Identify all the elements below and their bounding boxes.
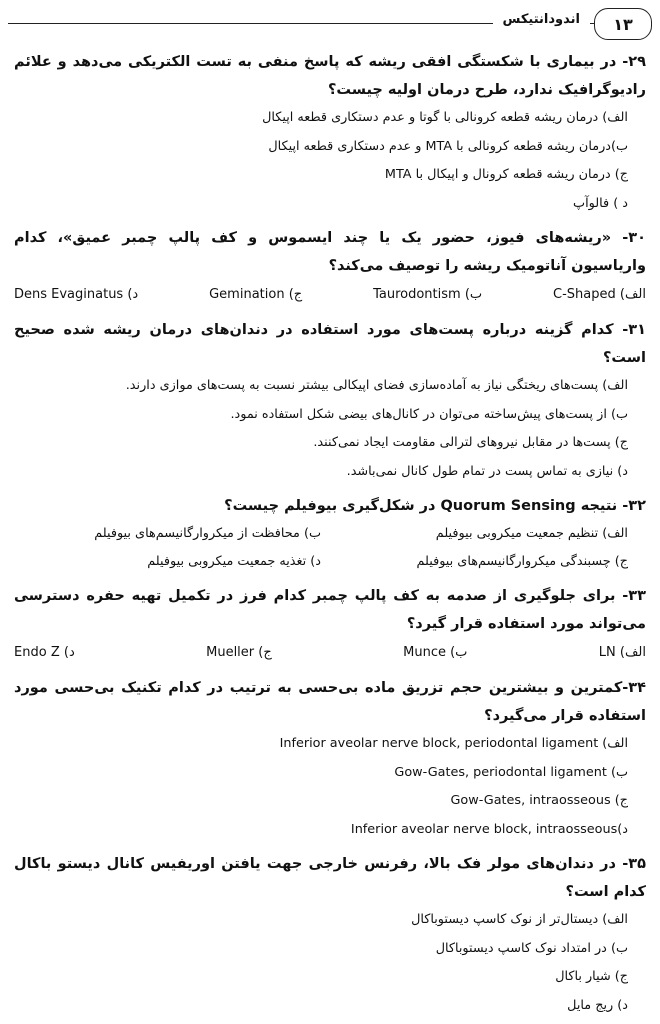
options-list: [14, 372, 646, 486]
question-text: ۲۹- در بیماری با شکستگی افقی ریشه که پاسخ منفی به تست الکتریکی می‌دهد و علائم رادیوگرافیک ندارد، طرح درمان اولیه چیست؟: [14, 54, 646, 98]
option-c: ج) پست‌ها در مقابل نیروهای لترالی مقاومت ایجاد نمی‌کنند.: [313, 435, 628, 450]
option-d: د) Endo Z: [14, 645, 75, 660]
option-a: الف) دیستال‌تر از نوک کاسپ دیستوباکال: [411, 912, 628, 927]
question-list: [14, 48, 646, 1020]
options-grid: [14, 520, 646, 576]
option-c: ج) Gow-Gates, intraosseous: [450, 793, 628, 808]
question-34: [14, 674, 646, 844]
question-35: [14, 850, 646, 1020]
option-b: ب) Munce: [403, 645, 468, 660]
option-d: د) تغذیه جمعیت میکروبی بیوفیلم: [147, 554, 321, 569]
option-b: ب) از پست‌های پیش‌ساخته می‌توان در کانال‌های بیضی شکل استفاده نمود.: [230, 406, 628, 422]
option-c: ج) Mueller: [206, 645, 272, 660]
option-c: ج) درمان ریشه قطعه کرونال و اپیکال با MTA: [384, 167, 628, 182]
option-d: د) نیازی به تماس پست در تمام طول کانال نمی‌باشد.: [346, 463, 628, 479]
option-c: ج) شیار باکال: [555, 969, 628, 984]
options-row: [14, 280, 646, 310]
question-33: [14, 582, 646, 668]
option-b: ب) Taurodontism: [373, 287, 483, 302]
option-a: الف) تنظیم جمعیت میکروبی بیوفیلم: [435, 526, 628, 541]
option-b: ب) Gow-Gates, periodontal ligament: [394, 764, 628, 780]
option-d: د ) فالوآپ: [573, 195, 628, 211]
question-31: [14, 316, 646, 486]
option-b: ب) در امتداد نوک کاسپ دیستوباکال: [435, 940, 628, 956]
option-d: د) Dens Evaginatus: [14, 287, 139, 302]
options-row: [14, 638, 646, 668]
option-a: الف) پست‌های ریختگی نیاز به آماده‌سازی فضای اپیکالی بیشتر نسبت به پست‌های موازی دارند.: [125, 378, 628, 393]
option-d: د)Inferior aveolar nerve block, intraosseous: [350, 821, 628, 837]
option-b: ب)درمان ریشه قطعه کرونالی با MTA و عدم دستکاری قطعه اپیکال: [268, 138, 628, 154]
option-a: الف) LN: [598, 645, 646, 660]
question-text: ۳۱- کدام گزینه درباره پست‌های مورد استفاده در دندان‌های درمان ریشه شده صحیح است؟: [14, 322, 646, 366]
page-number: ۱۳: [594, 8, 652, 40]
options-list: [14, 730, 646, 844]
question-text: ۳۵- در دندان‌های مولر فک بالا، رفرنس خارجی جهت یافتن اوریفیس کانال دیستو باکال کدام است؟: [14, 856, 646, 900]
option-c: ج) چسبندگی میکروارگانیسم‌های بیوفیلم: [416, 554, 628, 569]
question-text: ۳۰- «ریشه‌های فیوز، حضور یک یا چند ایسموس و کف پالپ چمبر عمیق»، کدام واریاسیون آناتومیک ریشه را توصیف می‌کند؟: [14, 230, 646, 274]
option-a: الف) Inferior aveolar nerve block, periodontal ligament: [279, 736, 628, 751]
question-text: ۳۳- برای جلوگیری از صدمه به کف پالپ چمبر کدام فرز در تکمیل تهیه حفره دسترسی می‌تواند مورد استفاده قرار گیرد؟: [14, 588, 646, 632]
options-list: [14, 104, 646, 218]
option-a: الف) C-Shaped: [553, 287, 646, 302]
option-d: د) ریج مایل: [567, 997, 628, 1013]
book-title: اندودانتیکس: [493, 12, 591, 27]
question-29: [14, 48, 646, 218]
question-text: ۳۴-کمترین و بیشترین حجم تزریق ماده بی‌حسی به ترتیب در کدام تکنیک بی‌حسی مورد استفاده قرار می‌گیرد؟: [14, 680, 646, 724]
question-32: [14, 492, 646, 576]
option-c: ج) Gemination: [209, 287, 303, 302]
page-header: [8, 8, 652, 40]
options-list: [14, 906, 646, 1020]
question-text: ۳۲- نتیجه Quorum Sensing در شکل‌گیری بیوفیلم چیست؟: [224, 498, 646, 514]
question-30: [14, 224, 646, 310]
option-b: ب) محافظت از میکروارگانیسم‌های بیوفیلم: [94, 526, 321, 541]
option-a: الف) درمان ریشه قطعه کرونالی با گوتا و عدم دستکاری قطعه اپیکال: [262, 110, 628, 125]
